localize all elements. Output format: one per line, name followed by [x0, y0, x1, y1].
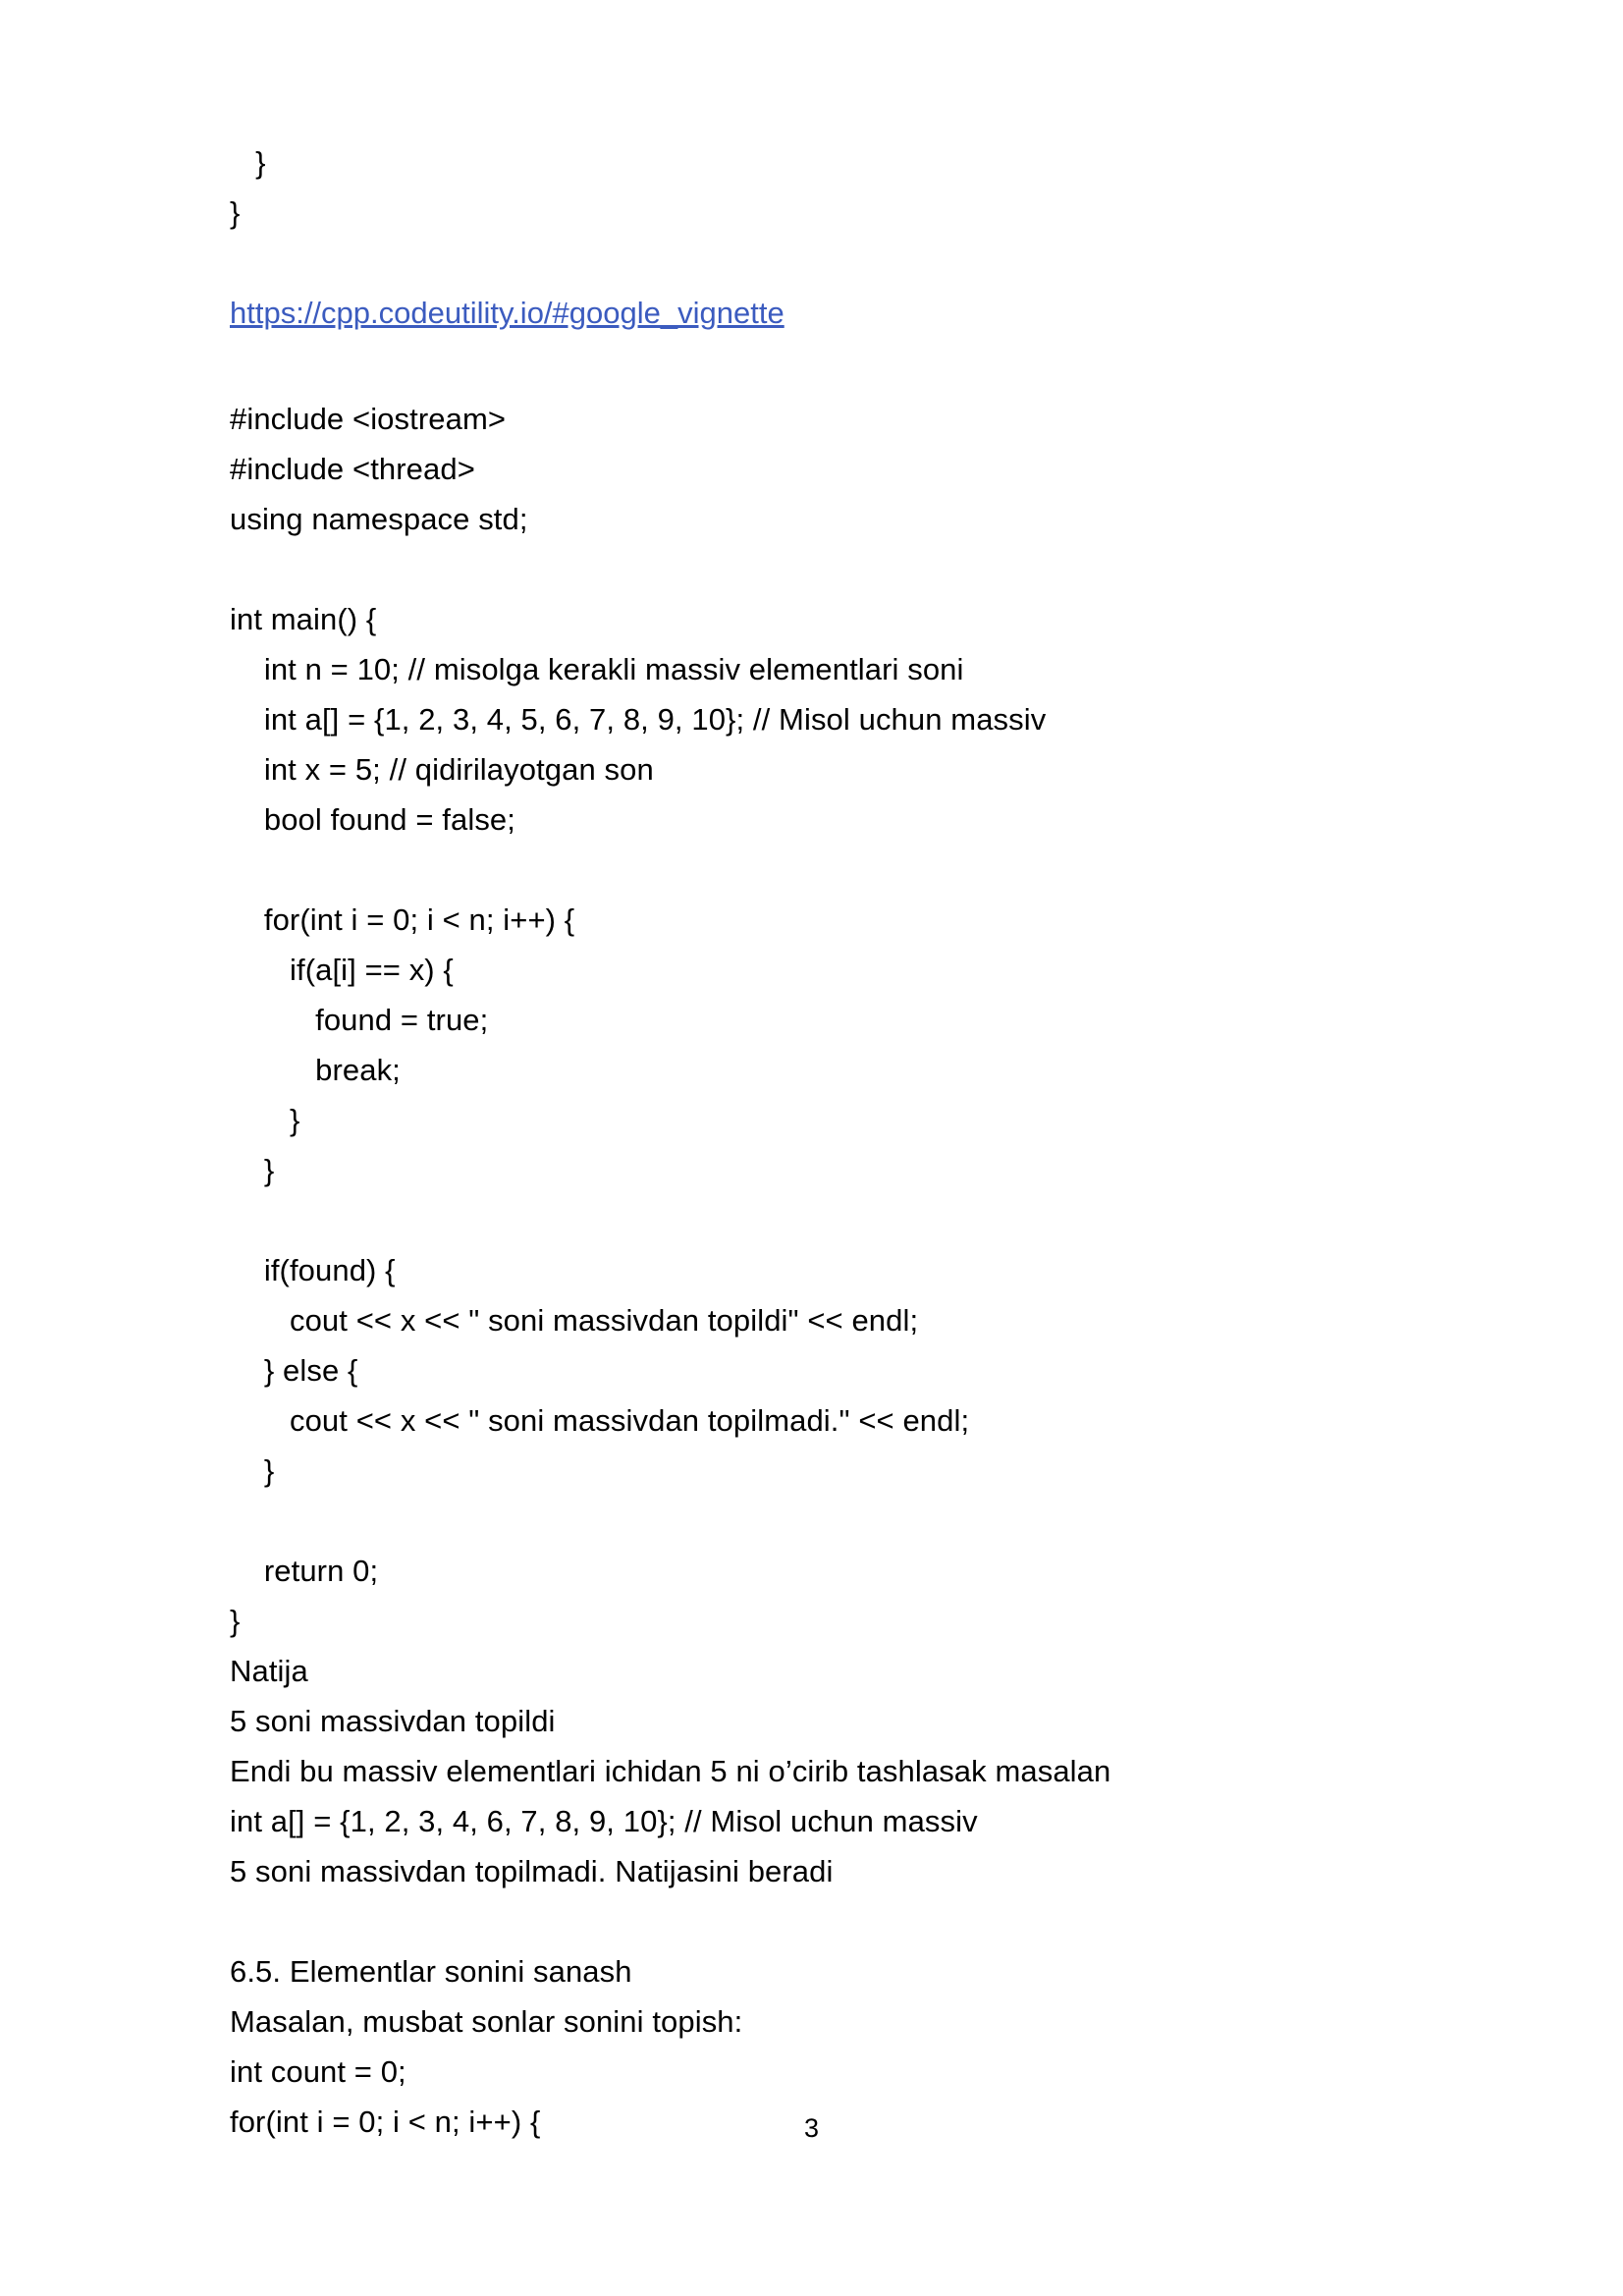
code-line: 5 soni massivdan topildi	[230, 1704, 556, 1738]
code-line: }	[230, 195, 241, 230]
code-line: int x = 5; // qidirilayotgan son	[230, 752, 654, 787]
code-line: }	[230, 1153, 275, 1187]
code-line: int n = 10; // misolga kerakli massiv elementlari soni	[230, 652, 964, 686]
page-number: 3	[803, 2113, 820, 2143]
code-line: }	[230, 1103, 300, 1137]
code-line: for(int i = 0; i < n; i++) {	[230, 902, 575, 937]
code-line: cout << x << " soni massivdan topildi" << endl;	[230, 1303, 919, 1338]
code-line: int count = 0;	[230, 2054, 406, 2089]
blank-line	[230, 1496, 1437, 1546]
blank-line	[230, 238, 1437, 288]
blank-line	[230, 1896, 1437, 1946]
code-line: Endi bu massiv elementlari ichidan 5 ni o’cirib tashlasak masalan	[230, 1754, 1111, 1788]
code-line: int a[] = {1, 2, 3, 4, 5, 6, 7, 8, 9, 10}; // Misol uchun massiv	[230, 702, 1047, 737]
code-line: }	[230, 1604, 241, 1638]
code-line: cout << x << " soni massivdan topilmadi." << endl;	[230, 1403, 970, 1438]
code-line: int main() {	[230, 602, 377, 636]
code-line: Natija	[230, 1654, 308, 1688]
code-line: 5 soni massivdan topilmadi. Natijasini beradi	[230, 1854, 834, 1888]
code-line: return 0;	[230, 1554, 379, 1588]
code-line: 6.5. Elementlar sonini sanash	[230, 1954, 632, 1989]
code-line: int a[] = {1, 2, 3, 4, 6, 7, 8, 9, 10}; // Misol uchun massiv	[230, 1804, 978, 1838]
code-line: }	[230, 145, 266, 180]
code-line: break;	[230, 1053, 401, 1087]
blank-line	[230, 544, 1437, 594]
blank-line	[230, 344, 1437, 394]
document-body	[230, 137, 1437, 2147]
code-line: } else {	[230, 1353, 358, 1388]
code-line: #include <iostream>	[230, 402, 507, 436]
blank-line	[230, 1195, 1437, 1245]
code-line: bool found = false;	[230, 802, 515, 837]
code-line: #include <thread>	[230, 452, 475, 486]
blank-line	[230, 845, 1437, 895]
code-line	[230, 288, 1437, 344]
source-url-link[interactable]: https://cpp.codeutility.io/#google_vignette	[230, 296, 784, 330]
code-line: if(a[i] == x) {	[230, 953, 454, 987]
code-line: for(int i = 0; i < n; i++) {	[230, 2105, 541, 2139]
code-line: using namespace std;	[230, 502, 528, 536]
code-line: found = true;	[230, 1003, 489, 1037]
code-line: if(found) {	[230, 1253, 396, 1287]
code-line: Masalan, musbat sonlar sonini topish:	[230, 2004, 743, 2039]
code-line: }	[230, 1453, 275, 1488]
